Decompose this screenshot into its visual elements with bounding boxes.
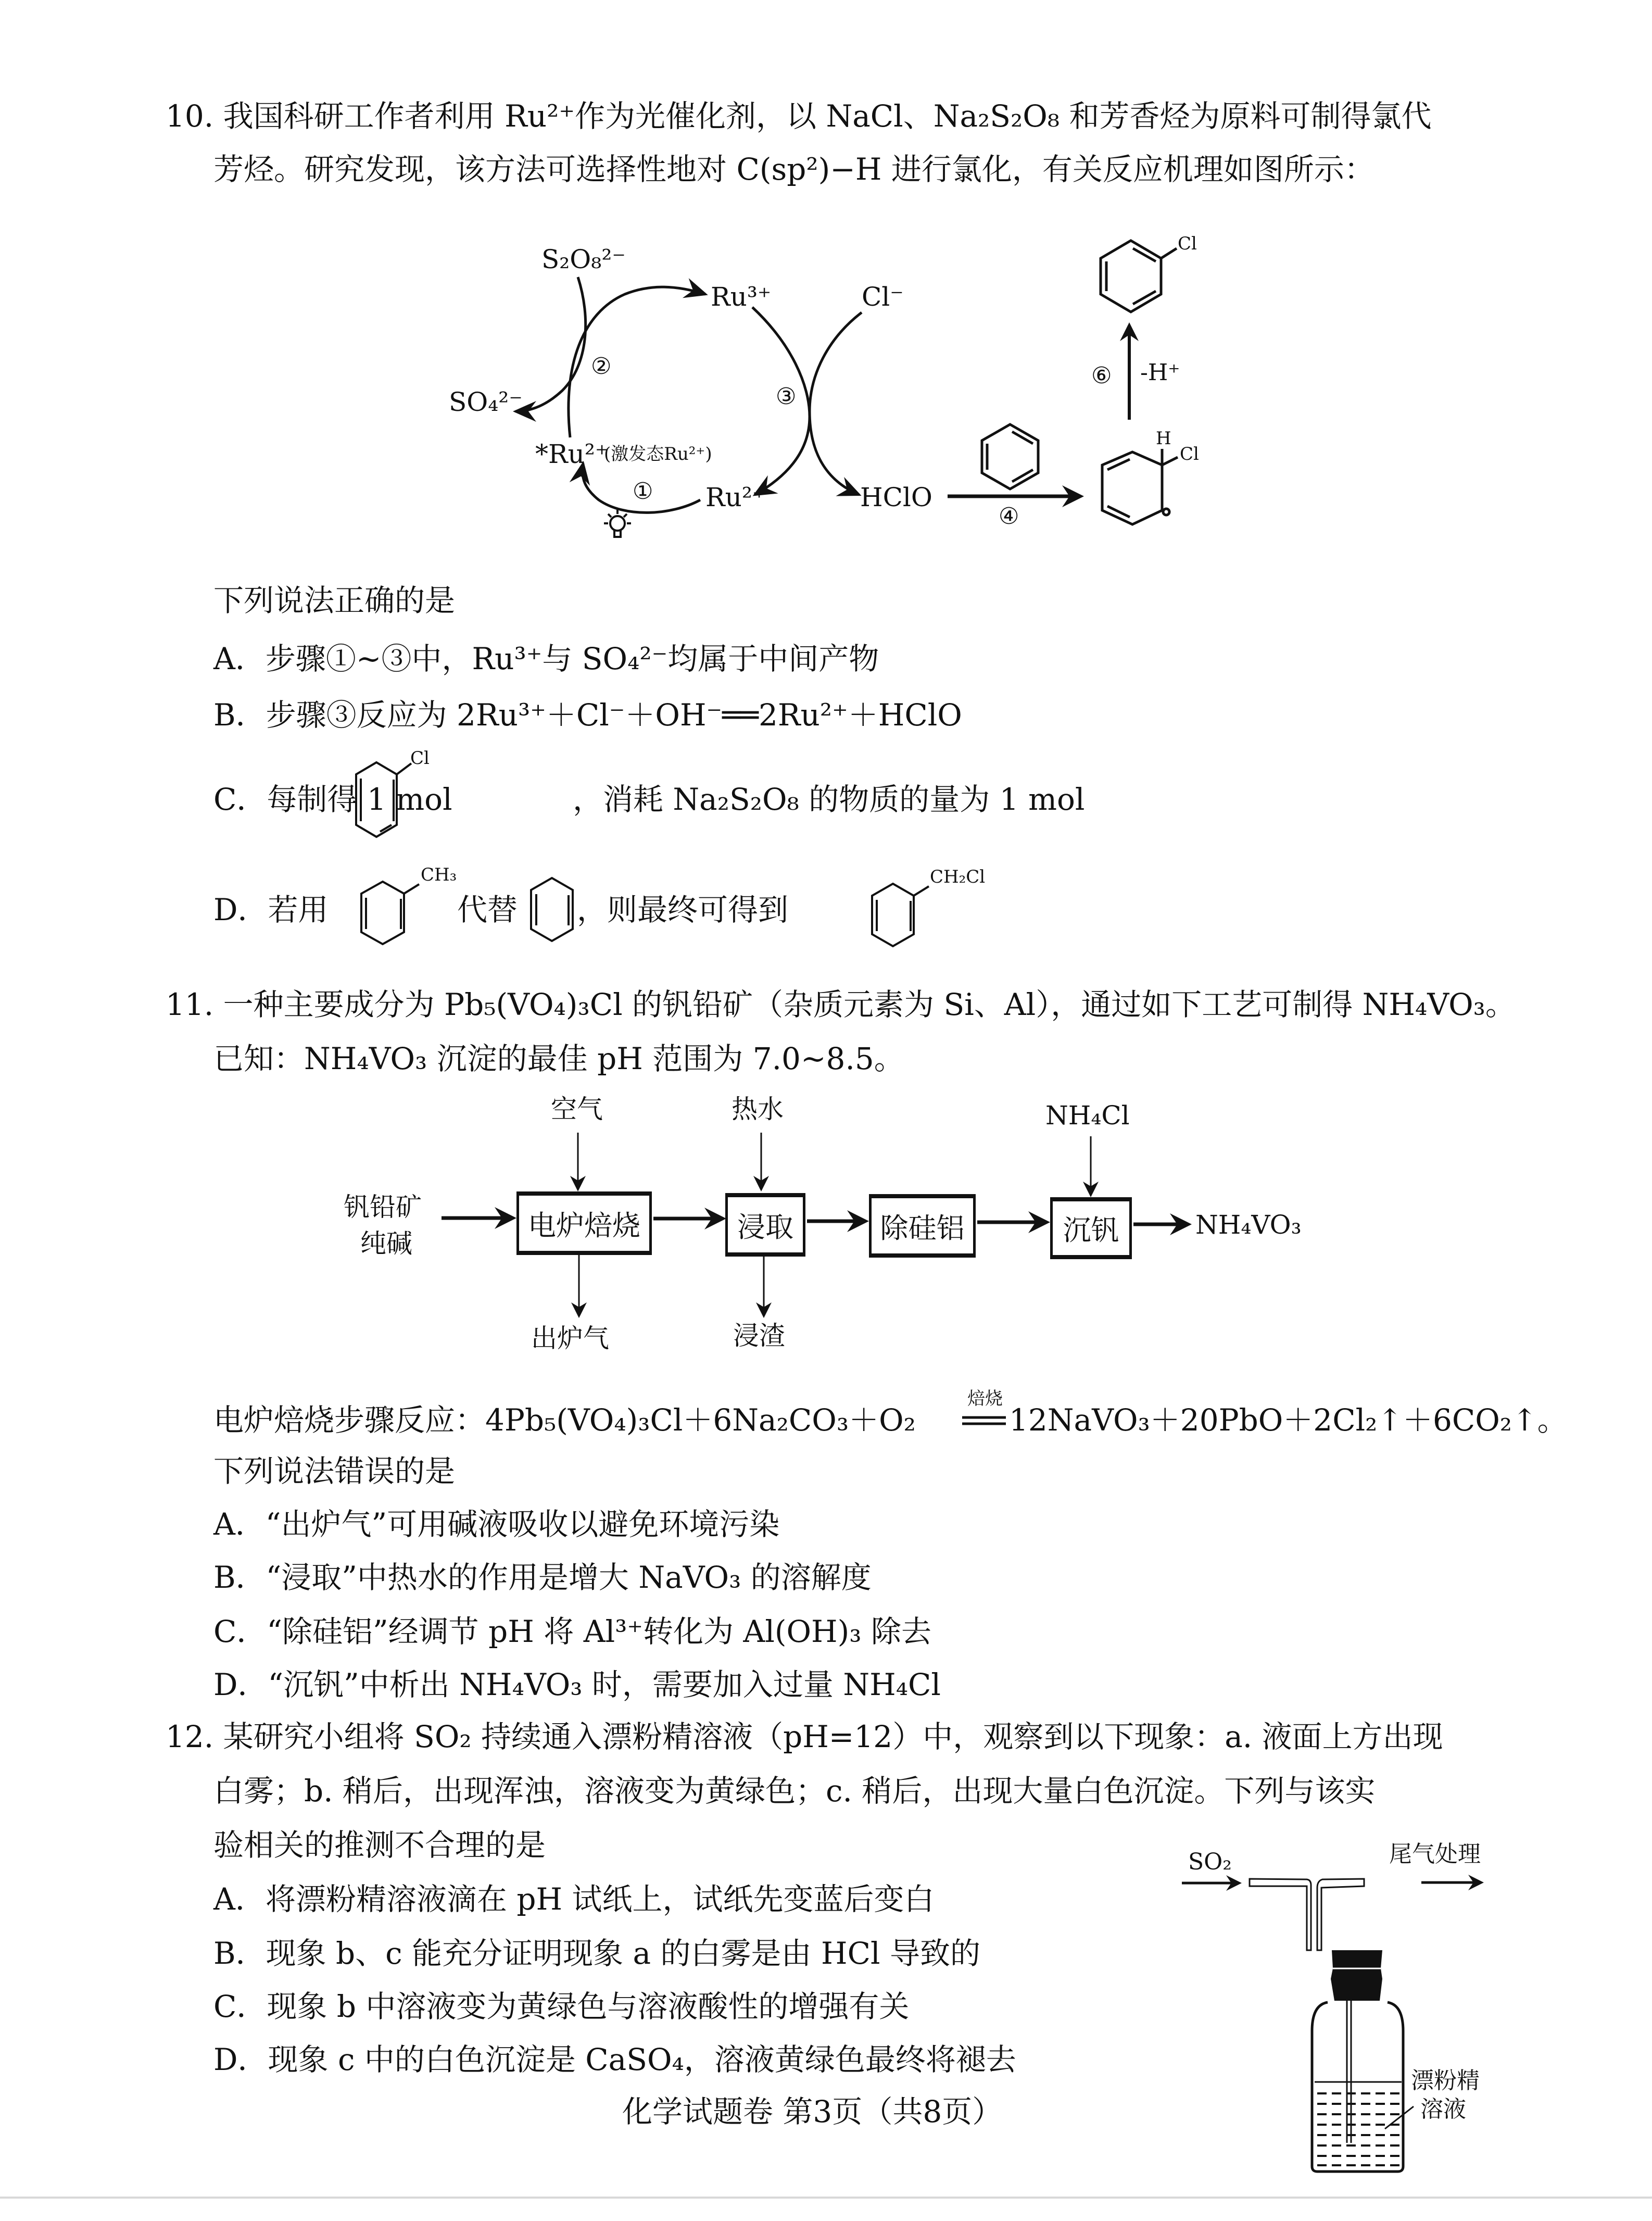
q12-option-a[interactable]: A．将漂粉精溶液滴在 pH 试纸上，试纸先变蓝后变白 <box>213 1881 935 1917</box>
residue-label: 浸渣 <box>733 1321 785 1351</box>
q12-option-d[interactable]: D．现象 c 中的白色沉淀是 CaSO₄，溶液黄绿色最终将褪去 <box>213 2042 1016 2077</box>
q12-option-c[interactable]: C．现象 b 中溶液变为黄绿色与溶液酸性的增强有关 <box>213 1989 910 2024</box>
chlorobenzene-cl-label: Cl <box>1178 233 1197 254</box>
step-box-si-al-removal-label: 除硅铝 <box>880 1211 965 1245</box>
q11-reaction-left: 电炉焙烧步骤反应：4Pb₅(VO₄)₃Cl＋6Na₂CO₃＋O₂ <box>213 1402 916 1438</box>
q10-option-c-pre: C．每制得 1 mol <box>213 782 452 817</box>
step-box-leaching-label: 浸取 <box>737 1210 793 1244</box>
step1-label: ① <box>633 478 653 505</box>
air-label: 空气 <box>551 1094 603 1124</box>
step2-label: ② <box>591 353 612 380</box>
q11-reaction-condition: 焙烧 <box>967 1388 1003 1409</box>
q11-stem-line2: 已知：NH₄VO₃ 沉淀的最佳 pH 范围为 7.0~8.5。 <box>213 1041 904 1076</box>
q11-reaction-right: 12NaVO₃＋20PbO＋2Cl₂↑＋6CO₂↑。 <box>1009 1402 1568 1438</box>
minus-h-label: -H⁺ <box>1140 359 1180 386</box>
product-label: NH₄VO₃ <box>1195 1210 1302 1240</box>
q12-stem-line1: 12. 某研究小组将 SO₂ 持续通入漂粉精溶液（pH=12）中，观察到以下现象：a. 液面上方出现 <box>166 1719 1443 1754</box>
hot-water-label: 热水 <box>732 1094 784 1124</box>
nh4cl-label: NH₄Cl <box>1045 1100 1130 1131</box>
tail-gas-label: 尾气处理 <box>1389 1841 1481 1867</box>
page-footer: 化学试题卷 第3页（共8页） <box>622 2094 1003 2129</box>
cl-minus-label: Cl⁻ <box>862 282 904 312</box>
step6-label: ⑥ <box>1091 362 1112 389</box>
q10-option-b[interactable]: B．步骤③反应为 2Ru³⁺＋Cl⁻＋OH⁻══2Ru²⁺＋HClO <box>213 697 962 733</box>
q11-option-d[interactable]: D．“沉钒”中析出 NH₄VO₃ 时，需要加入过量 NH₄Cl <box>213 1667 941 1702</box>
q10-option-d-post: ，则最终可得到 <box>577 892 789 927</box>
step4-label: ④ <box>999 503 1019 530</box>
ru3-label: Ru³⁺ <box>711 282 772 312</box>
q10-option-d-mid: 代替 <box>457 892 518 927</box>
page-bottom-rule <box>0 2197 1652 2199</box>
gas-inlet-label: SO₂ <box>1188 1849 1232 1875</box>
offgas-label: 出炉气 <box>531 1323 609 1353</box>
solution-label-line1: 漂粉精 <box>1411 2067 1480 2094</box>
sigma-cl-label: Cl <box>1180 444 1199 465</box>
q12-option-b[interactable]: B．现象 b、c 能充分证明现象 a 的白雾是由 HCl 导致的 <box>213 1936 980 1971</box>
so4-label: SO₄²⁻ <box>449 387 523 417</box>
q11-option-b[interactable]: B．“浸取”中热水的作用是增大 NaVO₃ 的溶解度 <box>213 1560 872 1595</box>
q11-option-a[interactable]: A．“出炉气”可用碱液吸收以避免环境污染 <box>213 1507 780 1542</box>
q12-stem-line3: 验相关的推测不合理的是 <box>213 1827 546 1863</box>
excited-state-note: (激发态Ru²⁺) <box>604 444 712 465</box>
q10-option-c-cl: Cl <box>410 748 430 769</box>
q11-stem-line1: 11. 一种主要成分为 Pb₅(VO₄)₃Cl 的钒铅矿（杂质元素为 Si、Al），通过如下工艺可制得 NH₄VO₃。 <box>166 987 1516 1022</box>
input-soda-label: 纯碱 <box>360 1228 412 1259</box>
q10-option-c-post: ，消耗 Na₂S₂O₈ 的物质的量为 1 mol <box>573 782 1085 817</box>
ru2-label: Ru²⁺ <box>705 482 766 512</box>
s2o8-label: S₂O₈²⁻ <box>541 244 626 274</box>
q10-option-a[interactable]: A．步骤①~③中，Ru³⁺与 SO₄²⁻均属于中间产物 <box>213 641 879 676</box>
q11-option-c[interactable]: C．“除硅铝”经调节 pH 将 Al³⁺转化为 Al(OH)₃ 除去 <box>213 1614 931 1649</box>
input-ore-label: 钒铅矿 <box>344 1192 422 1222</box>
q10-stem-line2: 芳烃。研究发现，该方法可选择性地对 C(sp²)−H 进行氯化，有关反应机理如图所示： <box>213 152 1374 187</box>
step-box-vanadium-precipitation-label: 沉钒 <box>1063 1214 1119 1247</box>
ru2-excited-label: *Ru²⁺ <box>535 439 609 469</box>
q11-prompt: 下列说法错误的是 <box>213 1453 456 1489</box>
q12-stem-line2: 白雾；b. 稍后，出现浑浊，溶液变为黄绿色；c. 稍后，出现大量白色沉淀。下列与该实 <box>213 1773 1376 1809</box>
sigma-h-label: H <box>1156 428 1171 449</box>
q10-option-d-ch3: CH₃ <box>421 864 457 885</box>
q10-option-d-ch2cl: CH₂Cl <box>930 867 986 887</box>
q10-option-d-pre: D．若用 <box>213 892 329 927</box>
hclo-label: HClO <box>860 482 932 512</box>
step3-label: ③ <box>776 383 797 410</box>
solution-label-line2: 溶液 <box>1420 2096 1466 2123</box>
step-box-roasting-label: 电炉焙烧 <box>528 1209 640 1242</box>
q10-prompt: 下列说法正确的是 <box>213 583 456 618</box>
q10-stem-line1: 10. 我国科研工作者利用 Ru²⁺作为光催化剂，以 NaCl、Na₂S₂O₈ 和芳香烃为原料可制得氯代 <box>166 98 1432 134</box>
